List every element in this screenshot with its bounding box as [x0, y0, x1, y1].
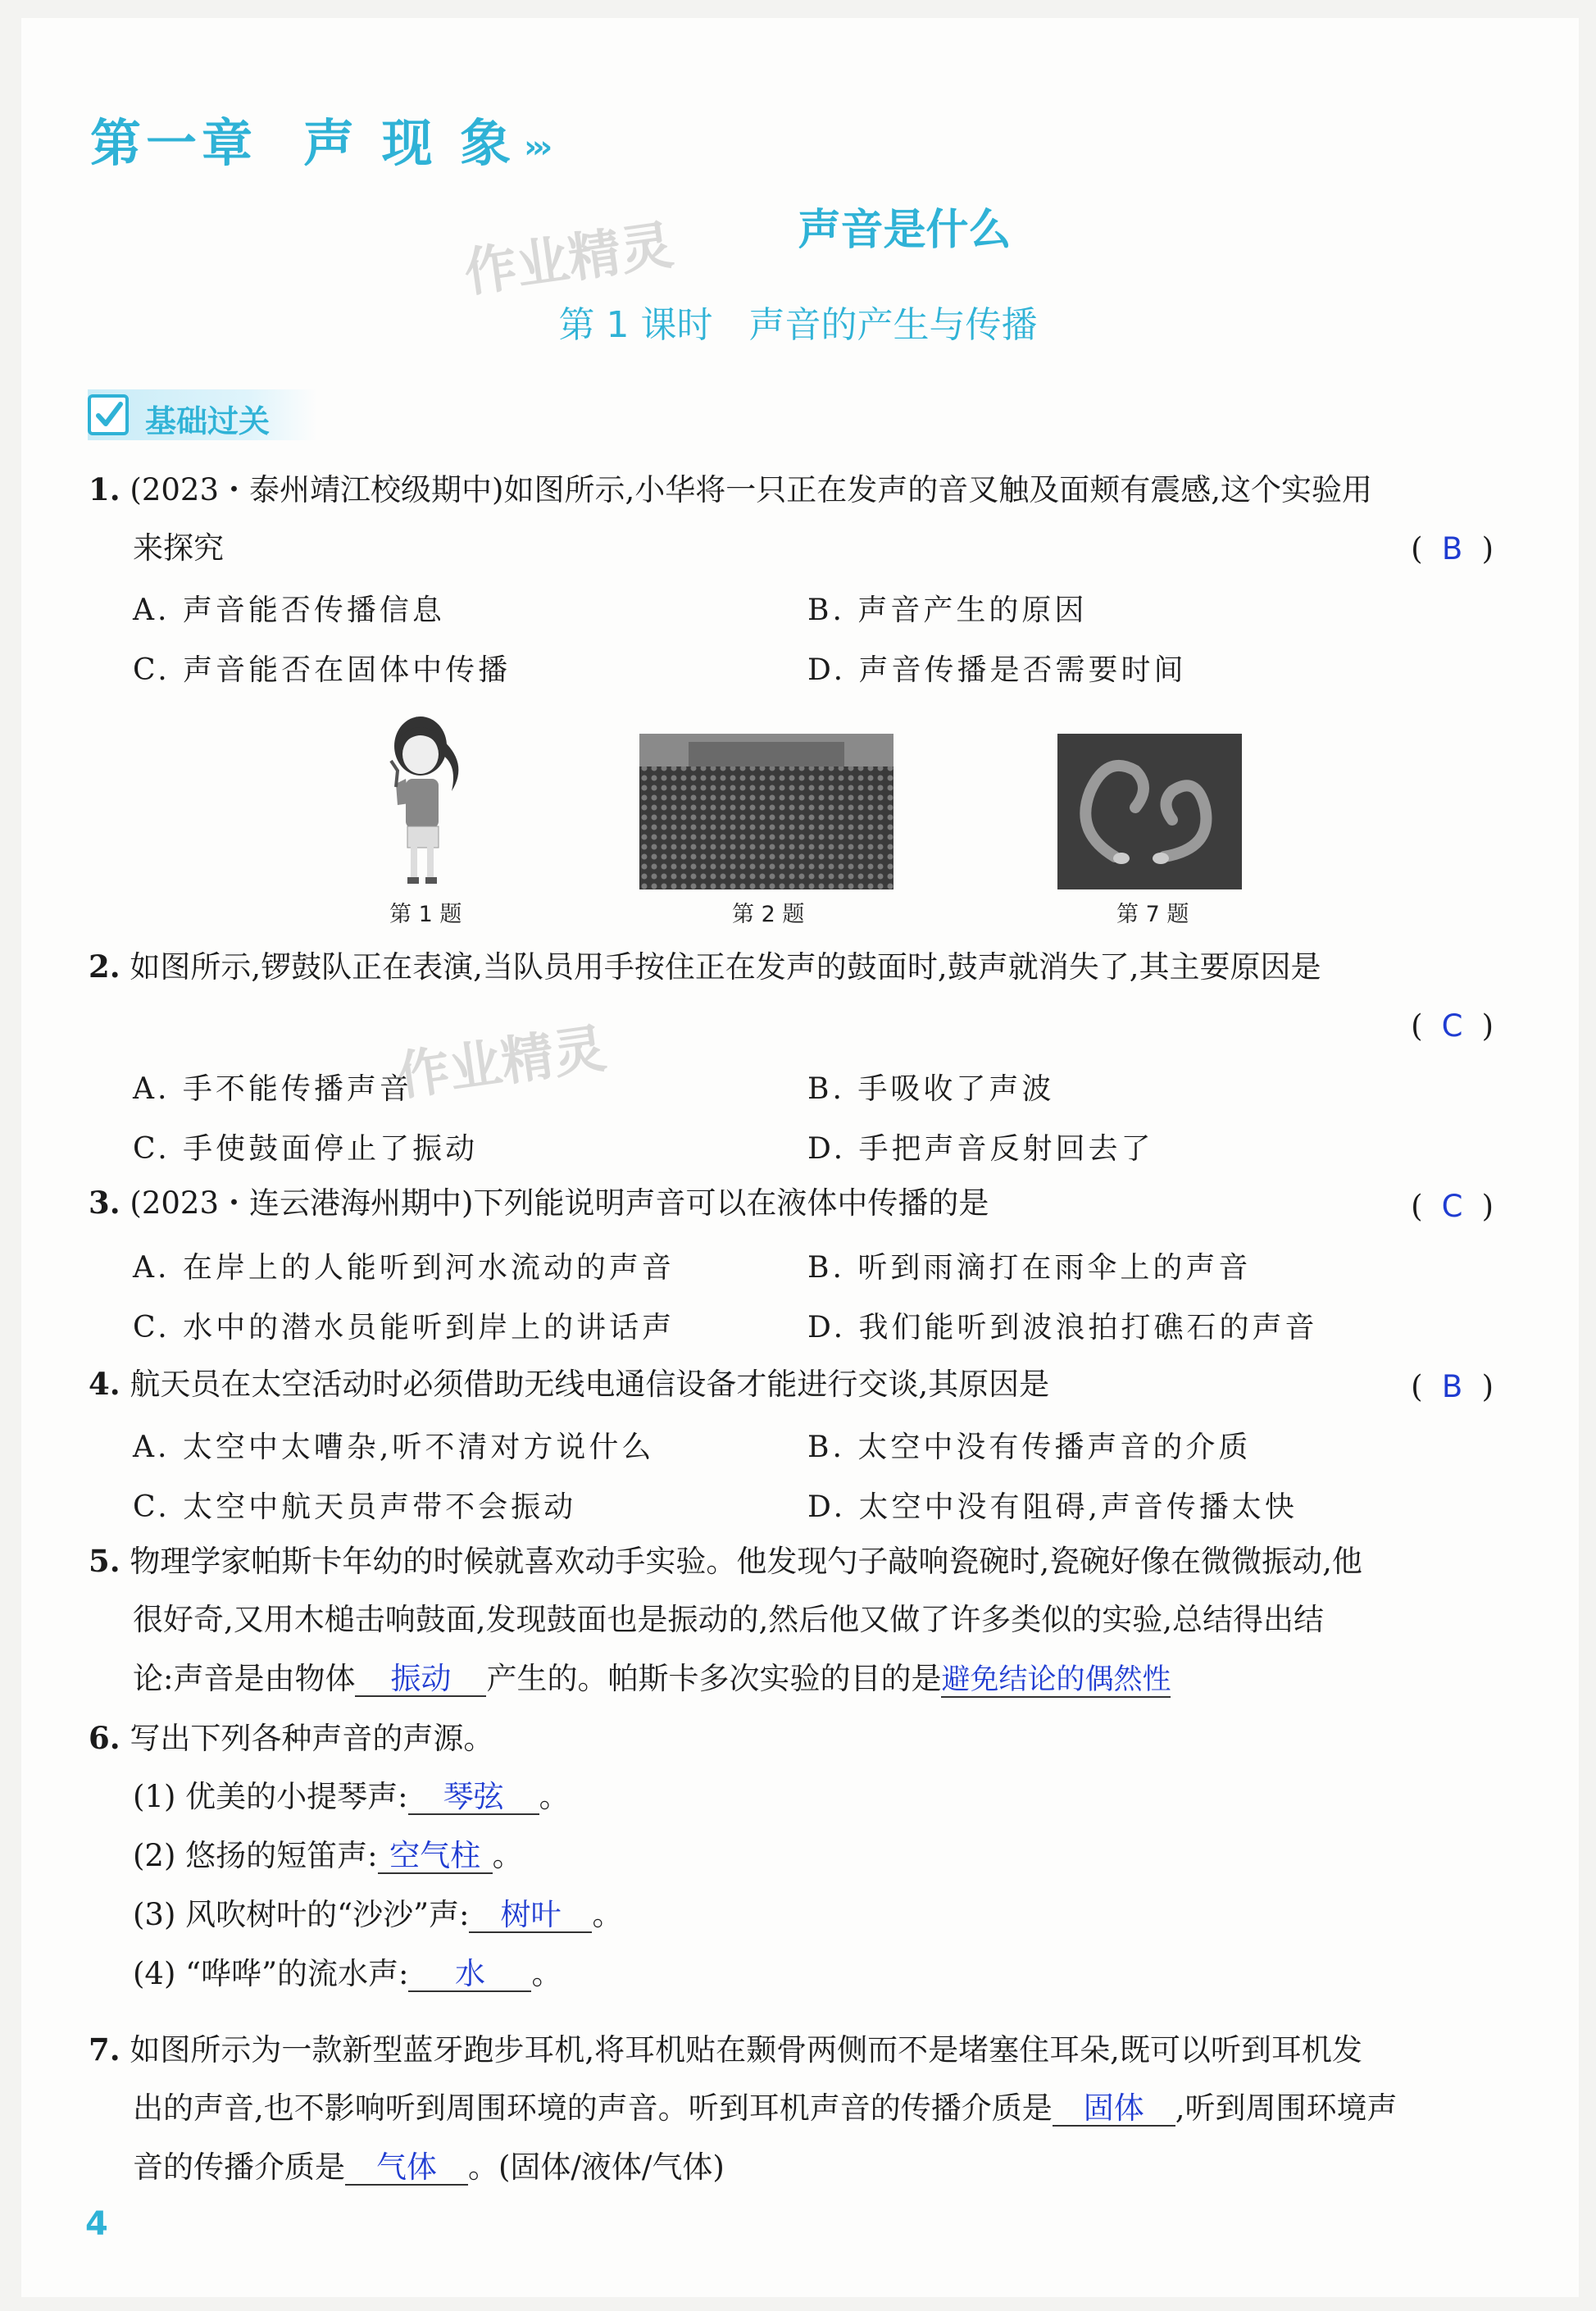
answer-blank: 气体	[345, 2151, 468, 2186]
chapter-number: 第一章	[90, 113, 258, 173]
option-c: C. 手使鼓面停止了振动	[133, 1132, 479, 1166]
figure-caption-1: 第 1 题	[389, 902, 462, 927]
option-c: C. 太空中航天员声带不会振动	[133, 1490, 577, 1524]
option-b: B. 听到雨滴打在雨伞上的声音	[807, 1251, 1252, 1285]
answer-paren: ( C )	[1411, 1189, 1494, 1224]
question-6-sub: (2) 悠扬的短笛声: 空气柱 。	[133, 1838, 523, 1873]
lesson-title: 第 1 课时 声音的产生与传播	[558, 304, 1038, 346]
option-a: A. 手不能传播声音	[133, 1072, 412, 1106]
answer-blank: 树叶	[469, 1899, 592, 1933]
option-c: C. 水中的潜水员能听到岸上的讲话声	[133, 1311, 675, 1344]
question-2: 2. 如图所示,锣鼓队正在表演,当队员用手按住正在发声的鼓面时,鼓声就消失了,其主要原因是	[89, 949, 1321, 985]
option-d: D. 太空中没有阻碍,声音传播太快	[807, 1490, 1298, 1524]
answer-paren: ( C )	[1411, 1008, 1494, 1044]
option-d: D. 手把声音反射回去了	[807, 1132, 1154, 1166]
question-6-sub: (1) 优美的小提琴声: 琴弦 。	[133, 1779, 570, 1814]
option-d: D. 声音传播是否需要时间	[807, 653, 1187, 687]
drum-team-image	[639, 734, 893, 889]
girl-tuning-fork-image	[373, 713, 480, 889]
chevron-right-icon: ›››	[524, 129, 548, 165]
answer-blank: 空气柱	[378, 1840, 493, 1874]
question-1: 1. (2023・泰州靖江校级期中)如图所示,小华将一只正在发声的音叉触及面颊有震感,这个实验用	[89, 471, 1372, 507]
watermark: 作业精灵	[393, 1018, 610, 1108]
chapter-title	[90, 102, 548, 175]
answer-paren: ( B )	[1411, 531, 1494, 566]
figure-caption-2: 第 2 题	[732, 902, 805, 927]
question-5-cont: 论:声音是由物体 振动 产生的。帕斯卡多次实验的目的是避免结论的偶然性	[133, 1661, 1171, 1696]
chapter-name: 声 现 象	[303, 113, 516, 173]
checkbox-icon	[88, 394, 129, 435]
answer-3: C	[1441, 1189, 1463, 1224]
option-a: A. 声音能否传播信息	[133, 594, 445, 627]
answer-4: B	[1441, 1369, 1463, 1404]
option-c: C. 声音能否在固体中传播	[133, 653, 512, 687]
earphone-image	[1057, 734, 1242, 889]
option-b: B. 声音产生的原因	[807, 594, 1088, 627]
option-a: A. 太空中太嘈杂,听不清对方说什么	[133, 1431, 655, 1464]
question-3: 3. (2023・连云港海州期中)下列能说明声音可以在液体中传播的是	[89, 1185, 989, 1221]
answer-paren: ( B )	[1411, 1369, 1494, 1404]
question-4: 4. 航天员在太空活动时必须借助无线电通信设备才能进行交谈,其原因是	[89, 1366, 1050, 1402]
question-6-sub: (4) “哗哗”的流水声: 水 。	[133, 1956, 562, 1991]
option-b: B. 太空中没有传播声音的介质	[807, 1431, 1252, 1464]
option-b: B. 手吸收了声波	[807, 1072, 1055, 1106]
answer-blank: 振动	[355, 1663, 486, 1697]
question-7: 7. 如图所示为一款新型蓝牙跑步耳机,将耳机贴在颞骨两侧而不是堵塞住耳朵,既可以听到耳机发	[89, 2031, 1362, 2068]
answer-blank: 固体	[1053, 2092, 1175, 2127]
page-number: 4	[85, 2205, 108, 2243]
question-1-cont: 来探究	[133, 530, 224, 566]
answer-blank: 琴弦	[408, 1781, 539, 1815]
answer-blank: 水	[408, 1958, 531, 1992]
answer-1: B	[1441, 531, 1463, 566]
figure-caption-7: 第 7 题	[1116, 902, 1189, 927]
question-5: 5. 物理学家帕斯卡年幼的时候就喜欢动手实验。他发现勺子敲响瓷碗时,瓷碗好像在微微振动,他	[89, 1543, 1362, 1579]
watermark: 作业精灵	[460, 215, 677, 305]
section-banner	[88, 389, 317, 440]
question-7-cont: 出的声音,也不影响听到周围环境的声音。听到耳机声音的传播介质是 固体 ,听到周围环境声	[133, 2090, 1398, 2126]
option-d: D. 我们能听到波浪拍打礁石的声音	[807, 1311, 1318, 1344]
answer-2: C	[1441, 1008, 1463, 1044]
section-title: 声音是什么	[798, 206, 1012, 255]
banner-label: 基础过关	[145, 403, 271, 439]
option-a: A. 在岸上的人能听到河水流动的声音	[133, 1251, 675, 1285]
question-7-cont: 音的传播介质是 气体 。(固体/液体/气体)	[133, 2150, 725, 2185]
answer-blank: 避免结论的偶然性	[941, 1663, 1171, 1696]
question-5-cont: 很好奇,又用木槌击响鼓面,发现鼓面也是振动的,然后他又做了许多类似的实验,总结得出结	[133, 1602, 1325, 1637]
question-6-sub: (3) 风吹树叶的“沙沙”声: 树叶 。	[133, 1897, 623, 1932]
question-6: 6. 写出下列各种声音的声源。	[89, 1720, 494, 1756]
